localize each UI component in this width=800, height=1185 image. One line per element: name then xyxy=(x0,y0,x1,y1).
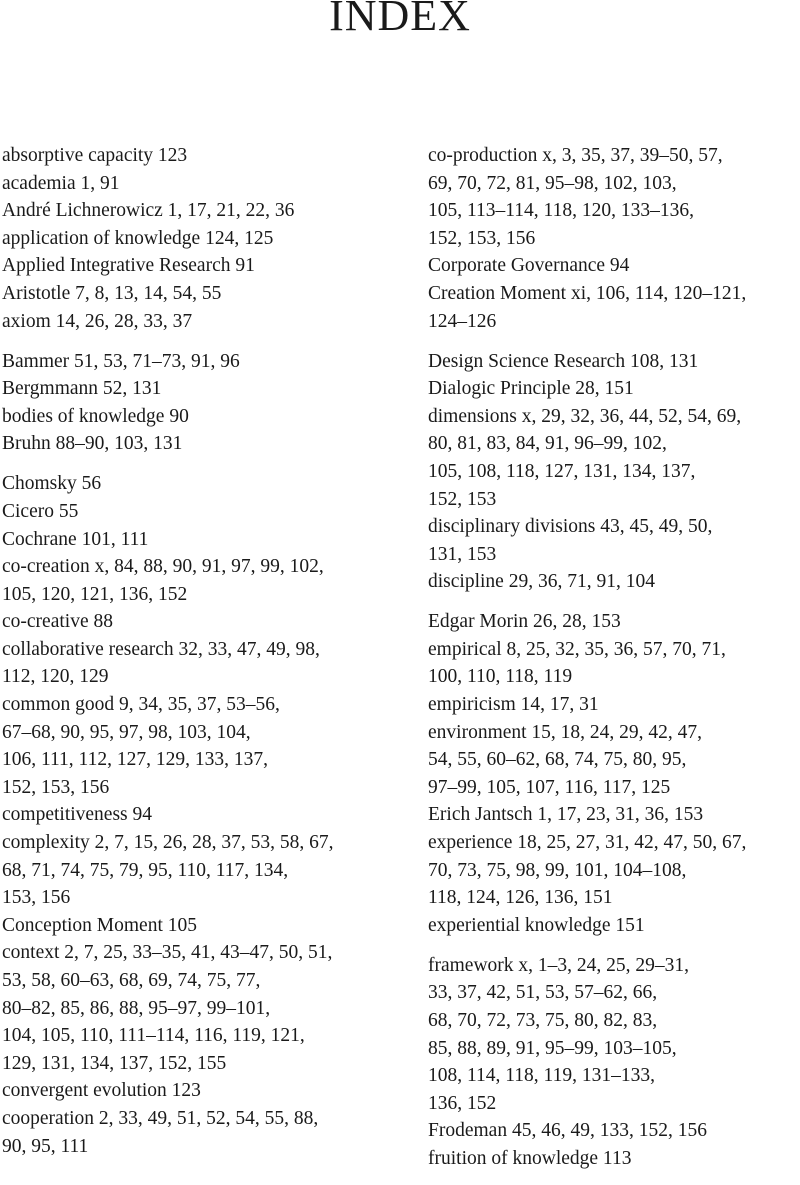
index-entry-text: common good 9, 34, 35, 37, 53–56, xyxy=(2,694,280,716)
index-entry-continuation: 118, 124, 126, 136, 151 xyxy=(428,887,613,909)
index-entry-continuation: 129, 131, 134, 137, 152, 155 xyxy=(2,1052,227,1074)
index-entry-continuation: 90, 95, 111 xyxy=(2,1135,89,1157)
index-letter-group xyxy=(428,952,800,1173)
index-letter-group xyxy=(2,142,394,335)
index-letter-group xyxy=(428,142,800,335)
index-entry-continuation: 85, 88, 89, 91, 95–99, 103–105, xyxy=(428,1037,677,1059)
index-entry xyxy=(2,691,394,801)
index-entry-continuation: 54, 55, 60–62, 68, 74, 75, 80, 95, xyxy=(428,749,687,771)
index-entry xyxy=(428,348,800,376)
index-entry xyxy=(428,280,800,335)
index-entry xyxy=(2,829,394,912)
index-entry-continuation: 67–68, 90, 95, 97, 98, 103, 104, xyxy=(2,721,251,743)
index-entry-continuation: 80, 81, 83, 84, 91, 96–99, 102, xyxy=(428,433,667,455)
index-entry xyxy=(2,252,394,280)
index-entry-text: environment 15, 18, 24, 29, 42, 47, xyxy=(428,721,703,743)
index-entry-text: Aristotle 7, 8, 13, 14, 54, 55 xyxy=(2,282,222,304)
index-entry xyxy=(428,252,800,280)
index-entry xyxy=(2,470,394,498)
index-entry-text: dimensions x, 29, 32, 36, 44, 52, 54, 69, xyxy=(428,405,742,427)
index-entry-text: Cochrane 101, 111 xyxy=(2,528,149,550)
index-entry-text: complexity 2, 7, 15, 26, 28, 37, 53, 58, 67, xyxy=(2,832,334,854)
index-entry xyxy=(428,719,800,802)
index-entry-text: framework x, 1–3, 24, 25, 29–31, xyxy=(428,954,690,976)
index-entry xyxy=(428,608,800,636)
index-entry xyxy=(2,498,394,526)
index-entry xyxy=(2,1077,394,1105)
index-entry xyxy=(428,691,800,719)
index-entry-text: Design Science Research 108, 131 xyxy=(428,350,699,372)
index-entry-text: Dialogic Principle 28, 151 xyxy=(428,378,634,400)
index-entry-text: cooperation 2, 33, 49, 51, 52, 54, 55, 88, xyxy=(2,1107,319,1129)
index-entry-text: application of knowledge 124, 125 xyxy=(2,227,274,249)
index-letter-group xyxy=(428,348,800,596)
index-entry-continuation: 106, 111, 112, 127, 129, 133, 137, xyxy=(2,749,268,771)
index-entry-text: convergent evolution 123 xyxy=(2,1080,201,1102)
index-entry-continuation: 108, 114, 118, 119, 131–133, xyxy=(428,1065,655,1087)
index-column-right xyxy=(428,142,800,1185)
index-entry-continuation: 104, 105, 110, 111–114, 116, 119, 121, xyxy=(2,1025,305,1047)
index-entry xyxy=(2,280,394,308)
index-entry-text: axiom 14, 26, 28, 33, 37 xyxy=(2,310,193,332)
index-entry-text: context 2, 7, 25, 33–35, 41, 43–47, 50, 51, xyxy=(2,942,333,964)
index-entry-text: Bergmmann 52, 131 xyxy=(2,378,162,400)
index-entry-continuation: 33, 37, 42, 51, 53, 57–62, 66, xyxy=(428,982,658,1004)
index-entry-text: Frodeman 45, 46, 49, 133, 152, 156 xyxy=(428,1120,707,1142)
index-entry xyxy=(2,430,394,458)
index-entry xyxy=(2,308,394,336)
index-entry-text: co-creation x, 84, 88, 90, 91, 97, 99, 102, xyxy=(2,556,324,578)
index-entry-text: co-production x, 3, 35, 37, 39–50, 57, xyxy=(428,145,723,166)
index-entry-text: Conception Moment 105 xyxy=(2,914,197,936)
index-entry xyxy=(428,636,800,691)
index-entry-continuation: 152, 153 xyxy=(428,488,497,510)
index-entry xyxy=(2,142,394,170)
index-entry xyxy=(2,375,394,403)
index-entry-continuation: 68, 70, 72, 73, 75, 80, 82, 83, xyxy=(428,1009,658,1031)
index-entry xyxy=(428,513,800,568)
index-entry-text: absorptive capacity 123 xyxy=(2,145,188,166)
index-entry-continuation: 152, 153, 156 xyxy=(428,227,536,249)
index-entry xyxy=(2,608,394,636)
index-entry-text: fruition of knowledge 113 xyxy=(428,1147,632,1169)
index-entry xyxy=(428,1117,800,1145)
index-entry-text: Applied Integrative Research 91 xyxy=(2,255,255,277)
index-entry-text: co-creative 88 xyxy=(2,611,113,633)
index-entry-continuation: 131, 153 xyxy=(428,543,497,565)
index-entry xyxy=(2,1105,394,1160)
index-entry-text: Bammer 51, 53, 71–73, 91, 96 xyxy=(2,350,240,372)
index-letter-group xyxy=(2,348,394,458)
index-entry-text: experience 18, 25, 27, 31, 42, 47, 50, 67, xyxy=(428,832,747,854)
index-letter-group xyxy=(428,608,800,939)
index-entry xyxy=(2,197,394,225)
index-entry-text: Cicero 55 xyxy=(2,500,79,522)
index-entry-continuation: 105, 120, 121, 136, 152 xyxy=(2,583,188,605)
index-entry xyxy=(428,952,800,1118)
index-entry-continuation: 152, 153, 156 xyxy=(2,776,110,798)
index-entry-text: academia 1, 91 xyxy=(2,172,120,194)
index-entry xyxy=(2,225,394,253)
index-entry-text: bodies of knowledge 90 xyxy=(2,405,189,427)
index-entry xyxy=(2,348,394,376)
index-letter-group xyxy=(2,470,394,1160)
index-entry-text: Bruhn 88–90, 103, 131 xyxy=(2,433,183,455)
index-entry-continuation: 97–99, 105, 107, 116, 117, 125 xyxy=(428,776,671,798)
index-entry xyxy=(2,553,394,608)
index-entry xyxy=(2,801,394,829)
index-entry xyxy=(2,939,394,1077)
index-entry-continuation: 136, 152 xyxy=(428,1092,497,1114)
index-column-left xyxy=(2,142,394,1173)
index-entry xyxy=(2,170,394,198)
index-entry-continuation: 105, 113–114, 118, 120, 133–136, xyxy=(428,200,694,222)
index-entry-continuation: 70, 73, 75, 98, 99, 101, 104–108, xyxy=(428,859,687,881)
index-entry-text: Creation Moment xi, 106, 114, 120–121, xyxy=(428,282,747,304)
index-entry-text: Edgar Morin 26, 28, 153 xyxy=(428,611,621,633)
index-entry xyxy=(428,912,800,940)
page-title: INDEX xyxy=(329,0,471,40)
index-entry-text: André Lichnerowicz 1, 17, 21, 22, 36 xyxy=(2,200,295,222)
index-entry xyxy=(2,912,394,940)
index-entry-continuation: 80–82, 85, 86, 88, 95–97, 99–101, xyxy=(2,997,271,1019)
index-entry-text: competitiveness 94 xyxy=(2,804,153,826)
index-entry-text: empirical 8, 25, 32, 35, 36, 57, 70, 71, xyxy=(428,638,726,660)
index-entry xyxy=(428,142,800,252)
index-entry-text: Chomsky 56 xyxy=(2,473,102,495)
index-entry-text: Erich Jantsch 1, 17, 23, 31, 36, 153 xyxy=(428,804,704,826)
index-entry xyxy=(428,403,800,513)
index-entry xyxy=(2,636,394,691)
index-entry-continuation: 100, 110, 118, 119 xyxy=(428,666,573,688)
index-entry-text: discipline 29, 36, 71, 91, 104 xyxy=(428,571,655,593)
index-entry-continuation: 53, 58, 60–63, 68, 69, 74, 75, 77, xyxy=(2,970,261,991)
index-entry-continuation: 153, 156 xyxy=(2,887,71,909)
index-entry xyxy=(428,829,800,912)
index-entry-text: experiential knowledge 151 xyxy=(428,914,645,936)
index-entry-continuation: 124–126 xyxy=(428,310,497,332)
index-entry-text: Corporate Governance 94 xyxy=(428,255,630,277)
index-entry xyxy=(428,801,800,829)
index-entry-text: empiricism 14, 17, 31 xyxy=(428,694,599,716)
index-entry-continuation: 105, 108, 118, 127, 131, 134, 137, xyxy=(428,460,696,482)
index-entry xyxy=(428,1145,800,1173)
index-entry-continuation: 69, 70, 72, 81, 95–98, 102, 103, xyxy=(428,172,677,194)
index-entry xyxy=(2,526,394,554)
index-entry xyxy=(428,568,800,596)
index-entry-text: collaborative research 32, 33, 47, 49, 98, xyxy=(2,638,320,660)
index-entry-continuation: 68, 71, 74, 75, 79, 95, 110, 117, 134, xyxy=(2,859,289,881)
index-entry-text: disciplinary divisions 43, 45, 49, 50, xyxy=(428,516,713,538)
index-entry xyxy=(2,403,394,431)
index-entry-continuation: 112, 120, 129 xyxy=(2,666,109,688)
index-entry xyxy=(428,375,800,403)
